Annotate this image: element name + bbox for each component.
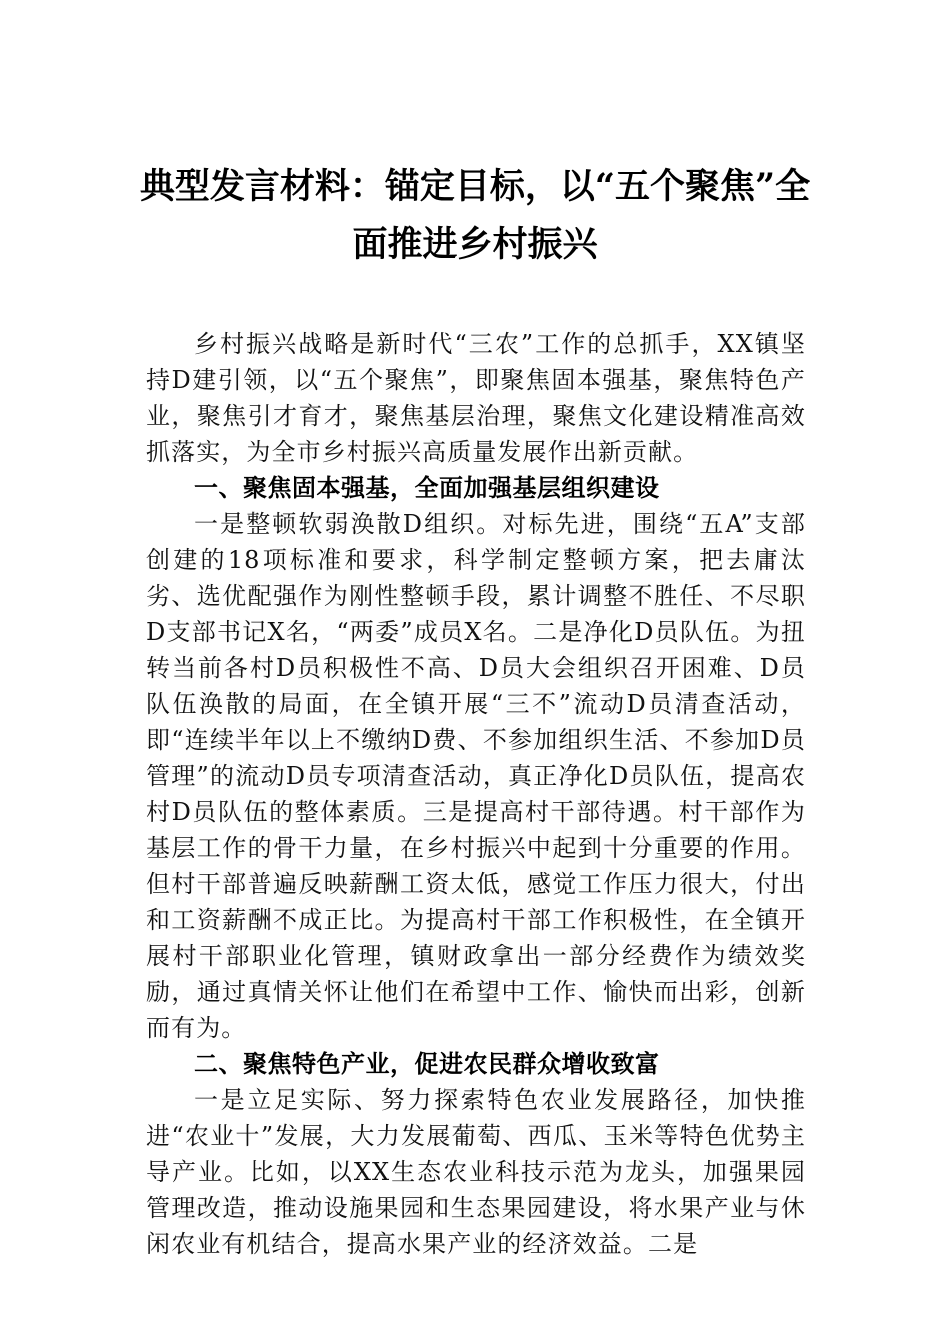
document-title: 典型发言材料：锚定目标，以“五个聚焦”全面推进乡村振兴 [139, 166, 811, 265]
section-1-heading: 一、聚焦固本强基，全面加强基层组织建设 [194, 474, 660, 502]
section-2-heading: 二、聚焦特色产业，促进农民群众增收致富 [194, 1050, 660, 1078]
document-body [146, 326, 806, 1262]
section-1-paragraph: 一是整顿软弱涣散D组织。对标先进，围绕“五A”支部创建的18项标准和要求，科学制定整顿方案，把去庸汰劣、选优配强作为刚性整顿手段，累计调整不胜任、不尽职D支部书记X名，“两委”成员X名。二是净化D员队伍。为扭转当前各村D员积极性不高、D员大会组织召开困难、D员队伍涣散的局面，在全镇开展“三不”流动D员清查活动，即“连续半年以上不缴纳D费、不参加组织生活、不参加D员管理”的流动D员专项清查活动，真正净化D员队伍，提高农村D员队伍的整体素质。三是提高村干部待遇。村干部作为基层工作的骨干力量，在乡村振兴中起到十分重要的作用。但村干部普遍反映薪酬工资太低，感觉工作压力很大，付出和工资薪酬不成正比。为提高村干部工作积极性，在全镇开展村干部职业化管理，镇财政拿出一部分经费作为绩效奖励，通过真情关怀让他们在希望中工作、愉快而出彩，创新而有为。 [146, 510, 806, 1042]
section-2-paragraph: 一是立足实际、努力探索特色农业发展路径，加快推进“农业十”发展，大力发展葡萄、西瓜、玉米等特色优势主导产业。比如，以XX生态农业科技示范为龙头，加强果园管理改造，推动设施果园和生态果园建设，将水果产业与休闲农业有机结合，提高水果产业的经济效益。二是 [146, 1086, 806, 1258]
intro-paragraph: 乡村振兴战略是新时代“三农”工作的总抓手，XX镇坚持D建引领，以“五个聚焦”，即聚焦固本强基，聚焦特色产业，聚焦引才育才，聚焦基层治理，聚焦文化建设精准高效抓落实，为全市乡村振兴高质量发展作出新贡献。 [146, 330, 806, 466]
